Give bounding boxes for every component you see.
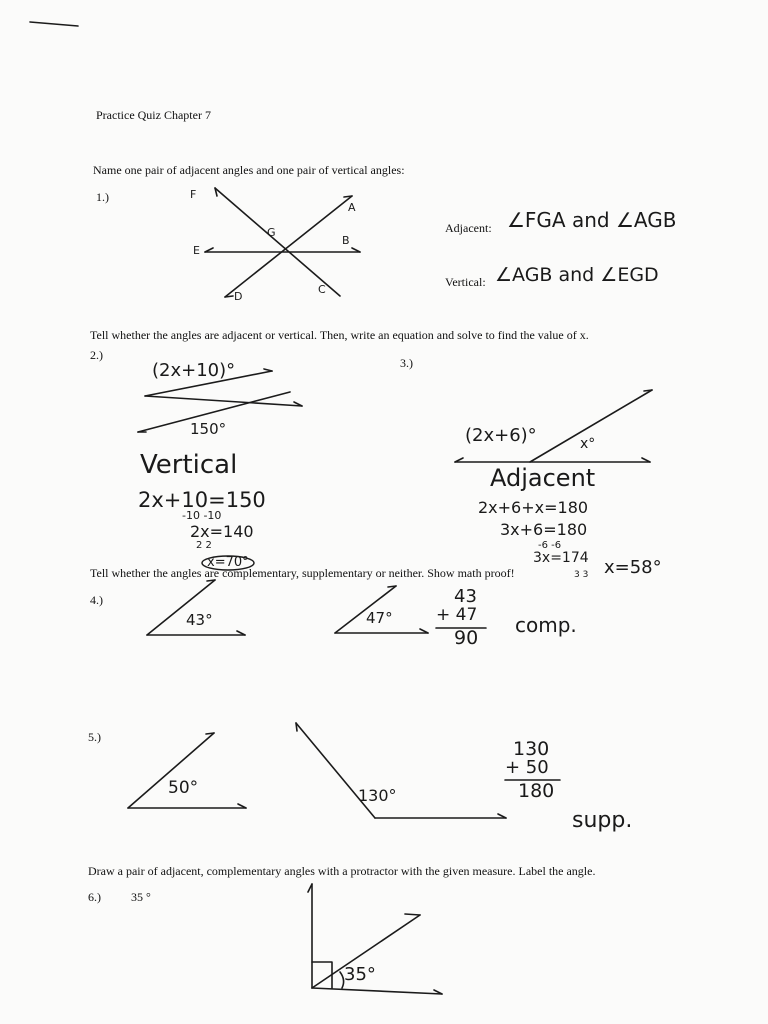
q5-sum-top: 130 bbox=[513, 738, 550, 760]
point-label-g: G bbox=[267, 226, 276, 239]
q4-sum-total: 90 bbox=[454, 627, 479, 649]
problem-3-number: 3.) bbox=[400, 356, 413, 370]
problem-6-number: 6.) bbox=[88, 890, 101, 904]
q4-answer: comp. bbox=[515, 613, 577, 637]
scan-mark bbox=[30, 22, 78, 26]
problem-6-measure: 35 ° bbox=[131, 890, 151, 904]
q3-answer: Adjacent bbox=[490, 464, 596, 492]
section-3-instructions: Tell whether the angles are complementary, supplementary or neither. Show math proof! bbox=[90, 566, 515, 580]
adjacent-answer: ∠FGA and ∠AGB bbox=[507, 208, 677, 232]
q5-angle-b: 130° bbox=[358, 786, 397, 805]
section-2-instructions: Tell whether the angles are adjacent or vertical. Then, write an equation and solve to find the value of x. bbox=[90, 328, 589, 342]
q5-angle-a: 50° bbox=[168, 778, 199, 798]
q3-work-4: 3x=174 bbox=[533, 550, 589, 566]
section-4-instructions: Draw a pair of adjacent, complementary angles with a protractor with the given measure. Label the angle. bbox=[88, 864, 596, 878]
point-label-d: D bbox=[234, 290, 243, 303]
q2-work-2: -10 -10 bbox=[182, 509, 222, 522]
q1-figure bbox=[205, 188, 360, 297]
q2-angle-bottom: 150° bbox=[190, 420, 227, 438]
q3-work-2: 3x+6=180 bbox=[500, 520, 588, 539]
q4-angle-b: 47° bbox=[366, 609, 393, 627]
page-title: Practice Quiz Chapter 7 bbox=[96, 108, 211, 122]
q5-sum-add: + 50 bbox=[505, 757, 549, 778]
point-label-c: C bbox=[318, 283, 326, 296]
adjacent-label: Adjacent: bbox=[445, 221, 492, 235]
q3-work-3: -6 -6 bbox=[538, 540, 562, 551]
q3-work-1: 2x+6+x=180 bbox=[478, 498, 589, 517]
q5-figure bbox=[128, 723, 560, 818]
q4-angle-a: 43° bbox=[186, 611, 213, 629]
q3-work-5: 3 3 bbox=[574, 570, 589, 580]
problem-2-number: 2.) bbox=[90, 348, 103, 362]
problem-1-number: 1.) bbox=[96, 190, 109, 204]
q5-sum-total: 180 bbox=[518, 780, 555, 802]
section-1-instructions: Name one pair of adjacent angles and one pair of vertical angles: bbox=[93, 163, 405, 177]
q2-angle-top: (2x+10)° bbox=[152, 360, 236, 381]
q4-sum-add: + 47 bbox=[436, 605, 478, 625]
vertical-answer: ∠AGB and ∠EGD bbox=[495, 264, 659, 286]
q3-angle-right: x° bbox=[580, 436, 596, 452]
q3-angle-left: (2x+6)° bbox=[465, 425, 537, 446]
point-label-b: B bbox=[342, 234, 350, 247]
q2-work-1: 2x+10=150 bbox=[138, 488, 266, 512]
q3-result: x=58° bbox=[604, 557, 662, 578]
point-label-e: E bbox=[193, 244, 200, 257]
q4-sum-top: 43 bbox=[454, 586, 477, 607]
q6-angle-label: 35° bbox=[344, 964, 376, 985]
problem-4-number: 4.) bbox=[90, 593, 103, 607]
q2-answer: Vertical bbox=[140, 450, 238, 480]
q2-work-3: 2x=140 bbox=[190, 522, 254, 541]
vertical-label: Vertical: bbox=[445, 275, 486, 289]
q2-work-5: x=70° bbox=[207, 555, 249, 570]
point-label-f: F bbox=[190, 188, 197, 201]
problem-5-number: 5.) bbox=[88, 730, 101, 744]
point-label-a: A bbox=[348, 201, 356, 214]
q5-answer: supp. bbox=[572, 808, 633, 833]
q2-work-4: 2 2 bbox=[196, 540, 212, 551]
